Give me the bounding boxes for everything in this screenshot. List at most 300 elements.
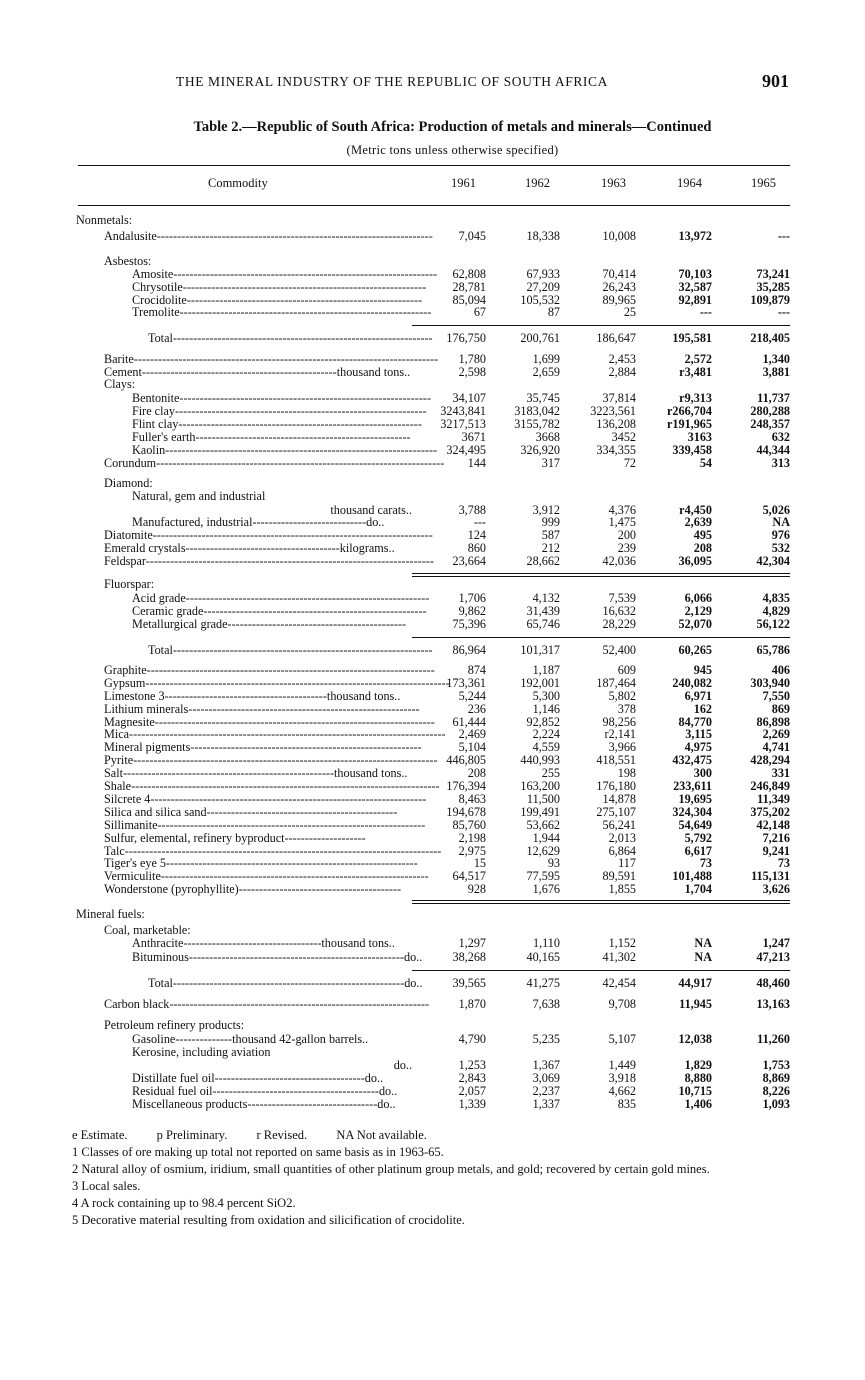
row-value-1965: --- xyxy=(777,305,790,319)
row-value-1962: 92,852 xyxy=(526,715,560,729)
row-label: thousand carats.. xyxy=(330,503,412,517)
row-value-1965: 42,304 xyxy=(756,554,790,568)
row-value-1964: NA xyxy=(694,936,712,950)
row-label: Tremolite-------------------------------------------------------------- xyxy=(132,305,432,319)
page-number: 901 xyxy=(762,71,789,91)
row-value-1962: 255 xyxy=(541,766,560,780)
legend-item: r Revised. xyxy=(256,1128,308,1142)
row-value-1964: 2,129 xyxy=(684,604,712,618)
row-value-1962: 67,933 xyxy=(526,267,560,281)
row-value-1962: 440,993 xyxy=(520,753,560,767)
row-value-1965: 44,344 xyxy=(756,443,790,457)
row-value-1963: 37,814 xyxy=(602,391,636,405)
row-value-1961: 176,394 xyxy=(446,779,486,793)
row-value-1963: 89,591 xyxy=(602,869,636,883)
row-value-1964: 10,715 xyxy=(678,1084,712,1098)
row-value-1961: 75,396 xyxy=(452,617,486,631)
row-value-1965: 42,148 xyxy=(756,818,790,832)
row-value-1964: 5,792 xyxy=(684,831,712,845)
row-label: Carbon black---------------------------------------------------------------- xyxy=(104,997,430,1011)
row-value-1963: 6,864 xyxy=(608,844,636,858)
table-row xyxy=(0,392,865,405)
row-value-1962: 65,746 xyxy=(526,617,560,631)
row-value-1965: 218,405 xyxy=(750,331,790,345)
row-value-1962: 40,165 xyxy=(526,950,560,964)
row-value-1964: 233,611 xyxy=(673,779,712,793)
row-value-1964: 60,265 xyxy=(678,643,712,657)
row-value-1965: 428,294 xyxy=(750,753,790,767)
table-row xyxy=(0,555,865,568)
footnote: 1 Classes of ore making up total not reported on same basis as in 1963-65. xyxy=(72,1145,444,1159)
row-value-1961: 2,057 xyxy=(458,1084,486,1098)
row-value-1962: 3668 xyxy=(535,430,560,444)
row-value-1962: 3,912 xyxy=(532,503,560,517)
row-value-1962: 5,235 xyxy=(532,1032,560,1046)
row-value-1965: 7,216 xyxy=(762,831,790,845)
row-value-1965: 73,241 xyxy=(756,267,790,281)
table-row xyxy=(0,1098,865,1111)
row-value-1965: 56,122 xyxy=(756,617,790,631)
table-row xyxy=(0,618,865,631)
row-value-1963: 4,662 xyxy=(608,1084,636,1098)
row-label: Corundum----------------------------------------------------------------------- xyxy=(104,456,445,470)
row-value-1965: 1,247 xyxy=(762,936,790,950)
table-row xyxy=(0,378,865,391)
row-value-1962: 105,532 xyxy=(520,293,560,307)
row-value-1961: 446,805 xyxy=(446,753,486,767)
table-row xyxy=(0,1072,865,1085)
row-value-1964: 432,475 xyxy=(672,753,712,767)
table-row xyxy=(0,924,865,937)
row-value-1963: 609 xyxy=(617,663,636,677)
row-value-1964: 2,639 xyxy=(684,515,712,529)
row-value-1963: 1,475 xyxy=(608,515,636,529)
row-label: Pyrite--------------------------------------------------------------------------- xyxy=(104,753,438,767)
row-value-1962: 1,337 xyxy=(532,1097,560,1111)
row-value-1962: 1,187 xyxy=(532,663,560,677)
row-value-1964: 6,971 xyxy=(684,689,712,703)
row-value-1965: 248,357 xyxy=(750,417,790,431)
row-value-1963: 72 xyxy=(623,456,636,470)
column-header-year: 1964 xyxy=(677,176,702,190)
row-value-1961: 39,565 xyxy=(452,976,486,990)
row-value-1961: 9,862 xyxy=(458,604,486,618)
row-value-1963: 28,229 xyxy=(602,617,636,631)
table-row xyxy=(0,1033,865,1046)
row-value-1961: 144 xyxy=(467,456,486,470)
row-label: Sillimanite------------------------------------------------------------------ xyxy=(104,818,426,832)
row-value-1963: 136,208 xyxy=(596,417,636,431)
row-value-1962: 41,275 xyxy=(526,976,560,990)
row-label: Bentonite-------------------------------------------------------------- xyxy=(132,391,432,405)
row-value-1962: 1,146 xyxy=(532,702,560,716)
row-value-1963: 7,539 xyxy=(608,591,636,605)
row-value-1962: 199,491 xyxy=(520,805,560,819)
row-label: Asbestos: xyxy=(104,254,152,268)
row-value-1962: 18,338 xyxy=(526,229,560,243)
row-value-1965: 313 xyxy=(771,456,790,470)
row-value-1962: 317 xyxy=(541,456,560,470)
row-value-1963: 1,152 xyxy=(608,936,636,950)
row-value-1961: 61,444 xyxy=(452,715,486,729)
row-label: Bituminous-----------------------------------------------------do.. xyxy=(132,950,423,964)
row-value-1963: 16,632 xyxy=(602,604,636,618)
row-value-1963: 5,107 xyxy=(608,1032,636,1046)
row-value-1962: 35,745 xyxy=(526,391,560,405)
table-row xyxy=(0,592,865,605)
row-value-1965: --- xyxy=(777,229,790,243)
row-value-1963: 418,551 xyxy=(596,753,636,767)
row-label: Chrysotile------------------------------------------------------------ xyxy=(132,280,427,294)
row-value-1963: 239 xyxy=(617,541,636,555)
row-value-1961: 1,297 xyxy=(458,936,486,950)
table-row xyxy=(0,490,865,503)
row-label: Nonmetals: xyxy=(76,213,133,227)
row-label: Emerald crystals--------------------------------------kilograms.. xyxy=(104,541,395,555)
row-label: Flint clay------------------------------------------------------------ xyxy=(132,417,422,431)
row-value-1961: 3217,513 xyxy=(440,417,486,431)
row-value-1962: 3183,042 xyxy=(514,404,560,418)
footnote: 5 Decorative material resulting from oxidation and silicification of crocidolite. xyxy=(72,1213,465,1227)
row-value-1961: 28,781 xyxy=(452,280,486,294)
row-value-1961: 194,678 xyxy=(446,805,486,819)
legend-item: p Preliminary. xyxy=(156,1128,228,1142)
row-value-1963: 3452 xyxy=(611,430,636,444)
table-row xyxy=(0,977,865,990)
row-label: Distillate fuel oil-------------------------------------do.. xyxy=(132,1071,384,1085)
row-value-1965: 35,285 xyxy=(756,280,790,294)
table-row xyxy=(0,214,865,227)
row-value-1964: 945 xyxy=(693,663,712,677)
row-value-1965: 632 xyxy=(771,430,790,444)
row-label: Tiger's eye 5-------------------------------------------------------------- xyxy=(104,856,418,870)
row-value-1963: r2,141 xyxy=(604,727,636,741)
row-value-1961: 7,045 xyxy=(458,229,486,243)
row-label: Clays: xyxy=(104,377,136,391)
running-head: THE MINERAL INDUSTRY OF THE REPUBLIC OF SOUTH AFRICA xyxy=(176,74,608,89)
row-value-1965: 65,786 xyxy=(756,643,790,657)
row-value-1961: 67 xyxy=(473,305,486,319)
row-label: Ceramic grade------------------------------------------------------- xyxy=(132,604,427,618)
row-value-1963: 5,802 xyxy=(608,689,636,703)
row-label: Natural, gem and industrial xyxy=(132,489,266,503)
row-value-1965: 4,741 xyxy=(762,740,790,754)
row-value-1965: 246,849 xyxy=(750,779,790,793)
row-label: Mica------------------------------------------------------------------------------ xyxy=(104,727,446,741)
row-value-1963: 198 xyxy=(617,766,636,780)
row-value-1964: 8,880 xyxy=(684,1071,712,1085)
row-value-1961: --- xyxy=(473,515,486,529)
row-value-1961: 2,469 xyxy=(458,727,486,741)
table-row xyxy=(0,230,865,243)
row-value-1963: 70,414 xyxy=(602,267,636,281)
row-value-1965: 1,093 xyxy=(762,1097,790,1111)
row-value-1962: 192,001 xyxy=(520,676,560,690)
row-value-1965: 406 xyxy=(771,663,790,677)
row-value-1964: 44,917 xyxy=(678,976,712,990)
table-subtitle: (Metric tons unless otherwise specified) xyxy=(346,143,559,157)
row-value-1962: 101,317 xyxy=(520,643,560,657)
total-rule xyxy=(412,325,790,326)
row-value-1963: 3223,561 xyxy=(590,404,636,418)
row-label: Shale---------------------------------------------------------------------------- xyxy=(104,779,440,793)
row-value-1963: 56,241 xyxy=(602,818,636,832)
row-value-1961: 3671 xyxy=(461,430,486,444)
row-value-1962: 587 xyxy=(541,528,560,542)
row-value-1965: 11,737 xyxy=(757,391,790,405)
row-value-1962: 1,110 xyxy=(533,936,560,950)
row-value-1962: 200,761 xyxy=(520,331,560,345)
row-value-1964: 11,945 xyxy=(679,997,712,1011)
row-value-1965: 2,269 xyxy=(762,727,790,741)
table-row xyxy=(0,281,865,294)
row-value-1963: 2,013 xyxy=(608,831,636,845)
table-row xyxy=(0,998,865,1011)
row-value-1965: 1,753 xyxy=(762,1058,790,1072)
column-header-year: 1962 xyxy=(525,176,550,190)
row-value-1964: 36,095 xyxy=(678,554,712,568)
row-value-1961: 23,664 xyxy=(452,554,486,568)
row-value-1962: 5,300 xyxy=(532,689,560,703)
row-value-1963: 98,256 xyxy=(602,715,636,729)
row-label: Total---------------------------------------------------------------- xyxy=(148,331,433,345)
row-value-1961: 3,788 xyxy=(458,503,486,517)
row-value-1962: 77,595 xyxy=(526,869,560,883)
row-label: Andalusite-------------------------------------------------------------------- xyxy=(104,229,433,243)
row-label: Anthracite----------------------------------thousand tons.. xyxy=(132,936,395,950)
row-label: Silica and silica sand----------------------------------------------- xyxy=(104,805,398,819)
row-value-1963: 334,355 xyxy=(596,443,636,457)
row-value-1964: 3163 xyxy=(687,430,712,444)
row-value-1963: 3,966 xyxy=(608,740,636,754)
row-value-1961: 1,706 xyxy=(458,591,486,605)
row-value-1965: 11,349 xyxy=(757,792,790,806)
row-value-1961: 124 xyxy=(467,528,486,542)
row-label: Kaolin------------------------------------------------------------------- xyxy=(132,443,438,457)
row-label: Gypsum--------------------------------------------------------------------------- xyxy=(104,676,450,690)
table-row xyxy=(0,477,865,490)
column-header-commodity: Commodity xyxy=(208,176,268,190)
row-value-1964: 101,488 xyxy=(672,869,712,883)
row-value-1962: 3155,782 xyxy=(514,417,560,431)
row-value-1965: 3,626 xyxy=(762,882,790,896)
row-value-1962: 2,237 xyxy=(532,1084,560,1098)
row-value-1963: 41,302 xyxy=(602,950,636,964)
row-value-1963: 3,918 xyxy=(608,1071,636,1085)
footnote-legend xyxy=(72,1128,812,1142)
row-label: Kerosine, including aviation xyxy=(132,1045,271,1059)
footnote: 4 A rock containing up to 98.4 percent SiO2. xyxy=(72,1196,296,1210)
row-value-1961: 1,339 xyxy=(458,1097,486,1111)
row-label: Mineral fuels: xyxy=(76,907,145,921)
row-value-1965: 4,829 xyxy=(762,604,790,618)
row-value-1964: 240,082 xyxy=(672,676,712,690)
row-value-1961: 15 xyxy=(473,856,486,870)
row-value-1965: 303,940 xyxy=(750,676,790,690)
row-value-1963: 9,708 xyxy=(608,997,636,1011)
row-value-1965: 7,550 xyxy=(762,689,790,703)
row-label: Graphite----------------------------------------------------------------------- xyxy=(104,663,435,677)
row-value-1964: NA xyxy=(694,950,712,964)
legend-item: e Estimate. xyxy=(72,1128,128,1142)
row-value-1964: 1,704 xyxy=(684,882,712,896)
row-value-1963: 2,884 xyxy=(608,365,636,379)
row-value-1962: 163,200 xyxy=(520,779,560,793)
row-value-1965: 331 xyxy=(771,766,790,780)
row-value-1961: 928 xyxy=(467,882,486,896)
row-value-1962: 3,069 xyxy=(532,1071,560,1085)
row-value-1961: 5,244 xyxy=(458,689,486,703)
table-row xyxy=(0,605,865,618)
row-value-1964: 339,458 xyxy=(672,443,712,457)
row-label: Vermiculite------------------------------------------------------------------ xyxy=(104,869,429,883)
row-value-1964: r266,704 xyxy=(666,404,712,418)
row-value-1961: 85,094 xyxy=(452,293,486,307)
row-value-1962: 326,920 xyxy=(520,443,560,457)
row-label: Barite--------------------------------------------------------------------------- xyxy=(104,352,439,366)
row-value-1964: 300 xyxy=(693,766,712,780)
table-row xyxy=(0,1059,865,1072)
row-value-1963: 186,647 xyxy=(596,331,636,345)
row-value-1964: 13,972 xyxy=(678,229,712,243)
double-rule xyxy=(412,900,790,901)
row-value-1965: NA xyxy=(772,515,790,529)
row-value-1965: 86,898 xyxy=(756,715,790,729)
row-value-1961: 2,598 xyxy=(458,365,486,379)
row-value-1964: 19,695 xyxy=(678,792,712,806)
row-value-1961: 208 xyxy=(467,766,486,780)
row-value-1961: 874 xyxy=(467,663,486,677)
row-value-1963: 42,454 xyxy=(602,976,636,990)
row-value-1964: 54,649 xyxy=(678,818,712,832)
row-label: Metallurgical grade-------------------------------------------- xyxy=(132,617,407,631)
row-value-1961: 2,975 xyxy=(458,844,486,858)
row-value-1961: 236 xyxy=(467,702,486,716)
row-value-1962: 93 xyxy=(547,856,560,870)
row-value-1962: 12,629 xyxy=(526,844,560,858)
row-value-1962: 4,132 xyxy=(532,591,560,605)
footnotes xyxy=(72,1128,812,1230)
row-value-1963: 200 xyxy=(617,528,636,542)
row-value-1961: 34,107 xyxy=(452,391,486,405)
row-label: Silcrete 4-------------------------------------------------------------------- xyxy=(104,792,427,806)
row-value-1963: 835 xyxy=(617,1097,636,1111)
row-value-1965: 4,835 xyxy=(762,591,790,605)
table-row xyxy=(0,268,865,281)
row-value-1961: 2,198 xyxy=(458,831,486,845)
row-value-1964: 195,581 xyxy=(672,331,712,345)
table-row xyxy=(0,883,865,896)
footnote: 3 Local sales. xyxy=(72,1179,141,1193)
row-value-1964: 92,891 xyxy=(678,293,712,307)
row-value-1964: r3,481 xyxy=(679,365,712,379)
row-value-1964: 73 xyxy=(699,856,712,870)
row-label: Fluorspar: xyxy=(104,577,155,591)
row-value-1962: 999 xyxy=(541,515,560,529)
total-rule xyxy=(412,637,790,638)
column-header-year: 1965 xyxy=(751,176,776,190)
row-value-1962: 11,500 xyxy=(526,792,560,806)
table-row xyxy=(0,418,865,431)
row-value-1963: 42,036 xyxy=(602,554,636,568)
row-value-1963: 89,965 xyxy=(602,293,636,307)
row-value-1965: 8,869 xyxy=(762,1071,790,1085)
row-value-1963: 25 xyxy=(623,305,636,319)
row-value-1963: 52,400 xyxy=(602,643,636,657)
row-value-1961: 860 xyxy=(467,541,486,555)
row-label: Diamond: xyxy=(104,476,153,490)
row-value-1962: 1,944 xyxy=(532,831,560,845)
row-value-1962: 4,559 xyxy=(532,740,560,754)
row-label: Crocidolite---------------------------------------------------------- xyxy=(132,293,423,307)
row-value-1961: 324,495 xyxy=(446,443,486,457)
column-header-year: 1961 xyxy=(451,176,476,190)
row-value-1961: 1,253 xyxy=(458,1058,486,1072)
table-row xyxy=(0,644,865,657)
row-value-1965: 13,163 xyxy=(756,997,790,1011)
row-value-1964: --- xyxy=(699,305,712,319)
row-value-1964: 70,103 xyxy=(678,267,712,281)
row-label: Total---------------------------------------------------------------- xyxy=(148,643,433,657)
row-value-1962: 1,676 xyxy=(532,882,560,896)
row-value-1961: 86,964 xyxy=(452,643,486,657)
table-row xyxy=(0,405,865,418)
column-header-year: 1963 xyxy=(601,176,626,190)
row-value-1965: 3,881 xyxy=(762,365,790,379)
row-value-1964: 1,829 xyxy=(684,1058,712,1072)
row-label: Wonderstone (pyrophyllite)---------------------------------------- xyxy=(104,882,402,896)
table-row xyxy=(0,1019,865,1032)
row-label: Fuller's earth----------------------------------------------------- xyxy=(132,430,411,444)
row-value-1964: 32,587 xyxy=(678,280,712,294)
row-label: Salt----------------------------------------------------thousand tons.. xyxy=(104,766,408,780)
row-value-1965: 532 xyxy=(771,541,790,555)
row-value-1963: 117 xyxy=(618,856,636,870)
row-value-1963: 10,008 xyxy=(602,229,636,243)
row-value-1965: 73 xyxy=(777,856,790,870)
row-value-1964: 495 xyxy=(693,528,712,542)
legend-item: NA Not available. xyxy=(336,1128,427,1142)
row-value-1961: 85,760 xyxy=(452,818,486,832)
table-row xyxy=(0,951,865,964)
row-value-1961: 176,750 xyxy=(446,331,486,345)
row-value-1961: 64,517 xyxy=(452,869,486,883)
row-label: Feldspar----------------------------------------------------------------------- xyxy=(104,554,434,568)
row-value-1962: 212 xyxy=(541,541,560,555)
row-value-1963: 1,855 xyxy=(608,882,636,896)
row-value-1961: 4,790 xyxy=(458,1032,486,1046)
row-value-1961: 8,463 xyxy=(458,792,486,806)
row-value-1963: 187,464 xyxy=(596,676,636,690)
row-value-1961: 1,780 xyxy=(458,352,486,366)
row-label: Fire clay-------------------------------------------------------------- xyxy=(132,404,427,418)
row-label: Gasoline--------------thousand 42-gallon barrels.. xyxy=(132,1032,369,1046)
row-value-1965: 47,213 xyxy=(756,950,790,964)
table-row xyxy=(0,457,865,470)
table-row xyxy=(0,578,865,591)
row-value-1964: 208 xyxy=(693,541,712,555)
row-value-1965: 5,026 xyxy=(762,503,790,517)
row-value-1965: 9,241 xyxy=(762,844,790,858)
row-label: do.. xyxy=(393,1058,412,1072)
row-value-1964: r191,965 xyxy=(666,417,712,431)
row-value-1962: 2,659 xyxy=(532,365,560,379)
row-label: Amosite----------------------------------------------------------------- xyxy=(132,267,438,281)
row-label: Acid grade------------------------------------------------------------ xyxy=(132,591,430,605)
row-value-1965: 115,131 xyxy=(751,869,790,883)
row-value-1963: 275,107 xyxy=(596,805,636,819)
row-value-1964: 6,617 xyxy=(684,844,712,858)
